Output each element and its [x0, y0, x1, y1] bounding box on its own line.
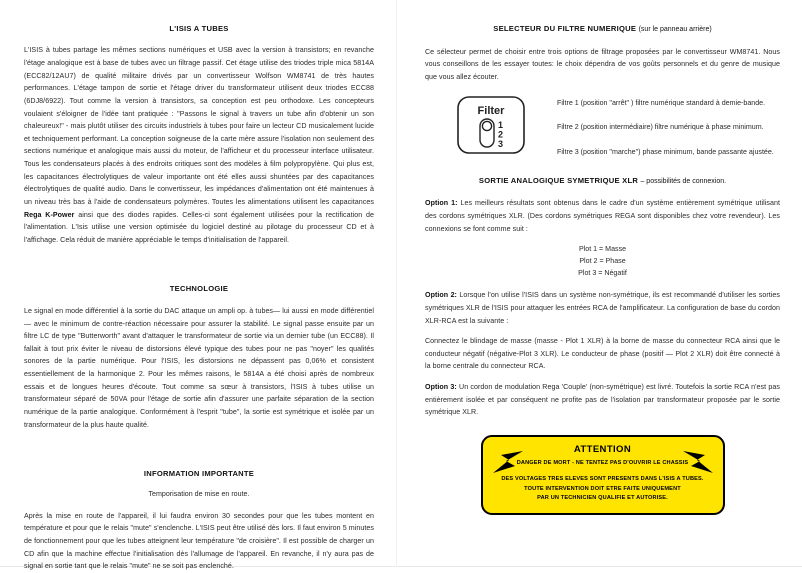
xlr-pin-list: [425, 243, 780, 279]
option-1-label: Option 1:: [425, 199, 458, 208]
attention-danger-line: DANGER DE MORT - NE TENTEZ PAS D'OUVRIR LE CHASSIS: [516, 459, 689, 466]
sortie-xlr-title-suffix: – possibilités de connexion.: [640, 177, 727, 185]
option-3-text: Un cordon de modulation Rega 'Couple' (non-symétrique) est livré. Toutefois la sortie RCA n'est pas entièrement isolée et par conséquent ne profite pas de l'isolation par transformateur proposée par le sortie symétrique XLR.: [425, 383, 780, 417]
rega-k-power-emphasis: Rega K-Power: [24, 210, 75, 219]
filter-switch-illustration: [425, 92, 557, 156]
paragraph-isis-intro: [24, 44, 374, 246]
paragraph-option-1: [425, 197, 780, 235]
paragraph-technologie: Le signal en mode différentiel à la sortie du DAC attaque un ampli op. à tubes— lui aussi en mode différentiel — avec le minimum de contre-réaction nécessaire pour assurer la stabilité. Le signal passe ensuite par un filtre LC de type "Butterworth" avant d'attaquer le transformateur de sortie via un dernier tube (un ECC88). Il fallait à tout prix éviter le niveau de distorsions élevé typique des tubes pour ne pas "noyer" les qualités sonores de la partie numérique. Pour l'ISIS, les distorsions ne dépassent pas 0,06% et consistent essentiellement de la harmonique 2. Pour les mêmes raisons, le 5814A a été choisi après de nombreux essais et de longues heures d'écoute. Tout comme sa sœur à transistors, l'ISIS à tubes utilise un transformateur séparé de 50VA pour l'étage de sortie afin d'assurer une parfaite séparation de la section numérique de la partie analogique. Conformément à l'esprit "tube", la sortie est symétrique et isolée par un transformateur de la plus haute qualité.: [24, 306, 374, 429]
attention-body-line-1: DES VOLTAGES TRES ELEVES SONT PRESENTS DANS L'ISIS A TUBES.: [501, 475, 704, 482]
section-title-isis-a-tubes: L'ISIS A TUBES: [169, 24, 229, 33]
right-column: [397, 0, 802, 567]
sortie-xlr-title-main: SORTIE ANALOGIQUE SYMETRIQUE XLR: [478, 175, 639, 185]
attention-box-wrapper: [425, 435, 780, 515]
filter-switch-row: [425, 92, 780, 158]
section-title-technologie: TECHNOLOGIE: [169, 284, 229, 294]
section-title-information-importante: INFORMATION IMPORTANTE: [143, 469, 255, 479]
paragraph-filtre-intro: Ce sélecteur permet de choisir entre trois options de filtrage proposées par le convertisseur WM8741. Nous vous conseillons de les essayer toutes: le choix dépendra de vos goûts personnels et du genre de musique que vous allez écouter.: [425, 47, 780, 81]
paragraph-option-2: [425, 289, 780, 327]
filter-legend-item-2: Filtre 2 (position intermédiaire) filtre numérique à phase minimum.: [557, 123, 764, 132]
selecteur-filtre-title-suffix: (sur le panneau arrière): [638, 26, 712, 33]
paragraph-option-3: [425, 381, 780, 419]
filter-position-1: 1: [498, 119, 504, 130]
filter-switch-label: Filter: [477, 104, 505, 117]
spacer-before-xlr: [425, 158, 780, 176]
paragraph-temporisation: Après la mise en route de l'appareil, il lui faudra environ 30 secondes pour que les tubes montent en température et pour que le relais "mute" s'enclenche. L'ISIS peut être utilisé dès lors. Il faut environ 5 minutes de fonctionnement pour que les tubes atteignent leur température "de croisière". Il est possible de charger un CD afin que la machine effectue l'initialisation dès l'allumage de l'appareil. En revanche, il n'y aura pas de signal en sortie tant que le relais "mute" ne se soit pas enclenché.: [24, 511, 374, 571]
filter-legend-item-1: Filtre 1 (position "arrêt" ) filtre numérique standard à demie-bande.: [557, 98, 766, 107]
filter-legend: [557, 92, 780, 158]
attention-body-line-3: PAR UN TECHNICIEN QUALIFIE ET AUTORISE.: [537, 495, 668, 502]
lightning-bolt-icon-right: [681, 449, 715, 479]
left-column: [0, 0, 397, 571]
option-3-label: Option 3:: [425, 383, 457, 392]
attention-title: ATTENTION: [573, 443, 632, 455]
attention-warning-box: [481, 435, 725, 515]
option-2-label: Option 2:: [425, 291, 457, 300]
section-title-selecteur-filtre: [425, 24, 780, 35]
option-2-text: Lorsque l'on utilise l'ISIS dans un système non-symétrique, ils est recommandé d'utiliser les sorties symétriques XLR de l'ISIS pour attaquer les entrées RCA de l'amplificateur. La configuration de base du cordon XLR-RCA est la suivante :: [425, 291, 780, 325]
subtitle-temporisation: Temporisation de mise en route.: [148, 489, 250, 498]
spacer-before-technologie: [24, 254, 374, 284]
xlr-pin-1: Plot 1 = Masse: [578, 245, 627, 254]
filter-legend-item-3: Filtre 3 (position "marche") phase minimum, bande passante ajustée.: [557, 147, 774, 156]
spacer-before-information: [24, 439, 374, 469]
section-title-sortie-xlr: [425, 176, 780, 187]
paragraph-option-2-detail: Connectez le blindage de masse (masse - Plot 1 XLR) à la borne de masse du connecteur RCA ainsi que le conducteur négatif (négative-Plot 3 XLR). Le conducteur de phase (positif — Plot 2 XLR) doit être connecté à la borne centrale du connecteur RCA.: [425, 337, 780, 371]
filter-switch-icon: [455, 94, 527, 156]
paragraph-isis-intro-part1: L'ISIS à tubes partage les mêmes sections numériques et USB avec la version à transistors; en revanche l'étage analogique est à base de tubes avec un filtrage passif. Cet étage utilise des triodes triple mica 5814A (ECC82/12AU7) de qualité militaire drivés par un convertisseur Wolfson WM8741 de très hautes performances. L'étage tampon de sortie et l'étage driver du transformateur utilisent deux triodes ECC88 (6DJ8/6922). Tout comme la version à transistors, sa conception est peu orthodoxe. Les concepteurs voulaient s'éloigner de l'idée tant pratiquée : "Passons le signal à travers un tube afin d'obtenir un son chaleureux!" - mais plutôt utiliser des circuits industriels à tubes pour faire un lecteur CD musicalement lucide et techniquement performant. La conception soigneuse de la carte mère assure l'isolation non seulement des sections numérique et analogique mais aussi du moteur, de l'afficheur et du processeur interface utilisateur. Tous les condensateurs placés à des endroits critiques sont des modèles à film polypropylène. Qui plus est, les capacitances électrolytiques de valeur importante ont été elles aussi shuntées par des capacitances électrolytiques de qualité audio. Dans le convertisseur, les impédances d'alimentation ont été maintenues à un niveau très bas à l'aide de condensateurs polymères. Toutes les alimentations utilisent les capacitances: [24, 46, 374, 206]
selecteur-filtre-title-main: SELECTEUR DU FILTRE NUMERIQUE: [493, 24, 637, 33]
option-1-text: Les meilleurs résultats sont obtenus dans le cadre d'un système entièrement symétrique utilisant des cordons symétriques XLR. (Des cordons symétriques REGA sont disponibles chez votre revendeur). Les connexions se font comme suit :: [425, 199, 780, 233]
xlr-pin-2: Plot 2 = Phase: [579, 257, 626, 266]
lightning-bolt-icon-left: [491, 449, 525, 479]
paragraph-isis-intro-part2: ainsi que des diodes rapides. Celles-ci sont également utilisées pour la rectification de l'alimentation. L'Isis utilise une version optimisée du logiciel destiné au pilotage du processeur CD et à l'affichage. Cela réduit de manière appréciable le temps d'initialisation de l'appareil.: [24, 210, 374, 244]
filter-position-2: 2: [498, 129, 504, 140]
xlr-pin-3: Plot 3 = Négatif: [578, 269, 627, 278]
attention-body-line-2: TOUTE INTERVENTION DOIT ETRE FAITE UNIQUEMENT: [524, 485, 681, 492]
filter-position-3: 3: [498, 138, 504, 149]
